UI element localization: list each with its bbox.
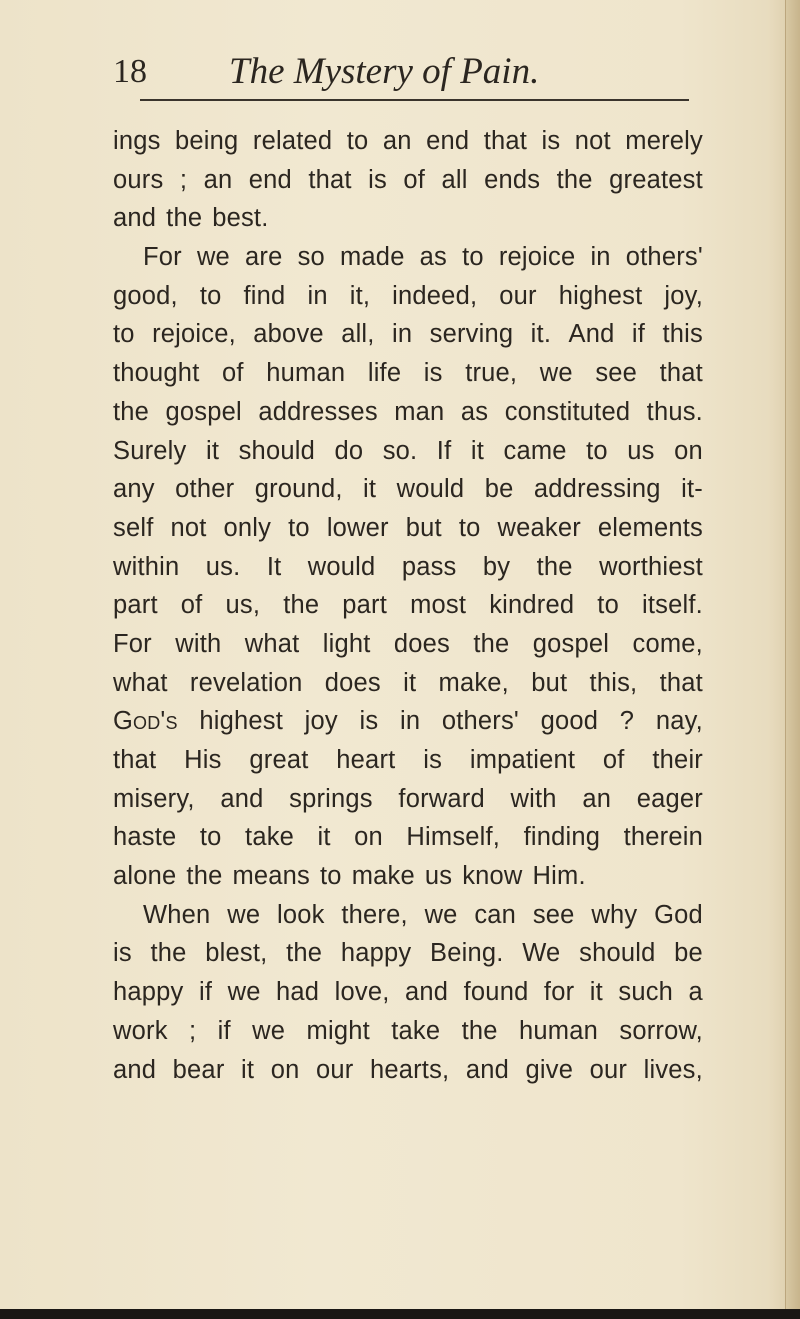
word: true, bbox=[465, 359, 518, 388]
word: it- bbox=[681, 475, 703, 504]
word: see bbox=[532, 900, 575, 929]
word: nay, bbox=[655, 707, 703, 736]
word: on bbox=[270, 1055, 300, 1084]
word: not bbox=[170, 513, 207, 542]
word: does bbox=[324, 668, 381, 697]
word: merely bbox=[625, 127, 703, 155]
word: our bbox=[315, 1055, 354, 1084]
text-line bbox=[113, 1051, 703, 1090]
page-bottom-edge bbox=[0, 1309, 800, 1319]
word: of bbox=[602, 746, 625, 774]
text-line bbox=[113, 896, 703, 935]
text-line bbox=[113, 199, 703, 238]
word: would bbox=[396, 475, 465, 504]
word: others' bbox=[441, 707, 519, 736]
word: take bbox=[391, 1016, 441, 1045]
word: why bbox=[591, 900, 638, 929]
word: means bbox=[232, 862, 311, 891]
word: It bbox=[266, 552, 282, 581]
word: the bbox=[113, 397, 150, 426]
word: ground, bbox=[254, 475, 343, 504]
word: so. bbox=[382, 436, 418, 465]
word: to bbox=[458, 513, 481, 542]
word: so bbox=[297, 243, 325, 272]
word: ings bbox=[113, 127, 161, 155]
word: and bbox=[220, 784, 264, 813]
word: by bbox=[482, 552, 511, 581]
word: God bbox=[654, 900, 703, 929]
word: others' bbox=[625, 243, 703, 272]
word: elements bbox=[597, 513, 703, 542]
word: haste bbox=[113, 823, 177, 852]
word: to bbox=[346, 127, 369, 155]
text-line bbox=[113, 277, 703, 316]
word: it bbox=[363, 475, 377, 504]
word: Him. bbox=[532, 862, 586, 891]
word: what bbox=[244, 629, 300, 658]
word: most bbox=[410, 591, 467, 620]
word: We bbox=[522, 939, 561, 968]
word: self bbox=[113, 513, 154, 542]
word: their bbox=[652, 746, 703, 774]
word: forward bbox=[398, 784, 485, 813]
text-line bbox=[113, 625, 703, 664]
text-line bbox=[113, 818, 703, 857]
word: not bbox=[574, 127, 611, 155]
word: should bbox=[238, 436, 315, 465]
word: make bbox=[351, 862, 415, 891]
word: there, bbox=[341, 900, 408, 929]
word: does bbox=[393, 629, 451, 658]
text-line bbox=[113, 122, 703, 161]
word: happy bbox=[340, 939, 412, 968]
word: the bbox=[150, 939, 187, 968]
word: in bbox=[399, 707, 421, 736]
word: only bbox=[223, 513, 272, 542]
word: lower bbox=[326, 513, 389, 542]
word: kindred bbox=[489, 591, 575, 620]
running-title: The Mystery of Pain. bbox=[229, 51, 540, 92]
word: the bbox=[536, 552, 573, 581]
word: thought bbox=[113, 359, 200, 388]
text-line bbox=[113, 548, 703, 587]
word: that bbox=[308, 165, 352, 194]
word: to bbox=[288, 513, 310, 542]
word: as bbox=[460, 397, 489, 426]
word: gospel bbox=[532, 629, 610, 658]
word: ; bbox=[179, 165, 188, 194]
word: Himself, bbox=[406, 823, 501, 852]
word: on bbox=[354, 823, 383, 852]
word: eager bbox=[636, 784, 703, 813]
word: be bbox=[484, 475, 514, 504]
page-header bbox=[113, 50, 713, 94]
word: if bbox=[217, 1016, 231, 1045]
word: this, bbox=[589, 668, 638, 697]
word: serving bbox=[429, 320, 514, 349]
word: our bbox=[589, 1055, 628, 1084]
text-line bbox=[113, 664, 703, 703]
word: that bbox=[113, 746, 157, 774]
word: take bbox=[245, 823, 295, 852]
word: ours bbox=[113, 165, 164, 194]
word: human bbox=[519, 1016, 599, 1045]
word: His bbox=[184, 746, 222, 774]
word: to bbox=[199, 823, 222, 852]
word: ends bbox=[484, 165, 541, 194]
word: When bbox=[143, 900, 211, 929]
text-line bbox=[113, 934, 703, 973]
word: life bbox=[367, 359, 402, 388]
word: come, bbox=[632, 629, 703, 658]
word: part bbox=[113, 591, 158, 620]
word: give bbox=[525, 1055, 574, 1084]
word: it bbox=[317, 823, 331, 852]
word: ; bbox=[189, 1016, 197, 1045]
word: know bbox=[462, 862, 523, 891]
word: to bbox=[320, 862, 342, 891]
word: happy bbox=[113, 978, 184, 1007]
word: for bbox=[543, 978, 575, 1007]
word: sorrow, bbox=[619, 1016, 703, 1045]
word: good, bbox=[113, 281, 178, 310]
text-line bbox=[113, 1012, 703, 1051]
word: is bbox=[423, 359, 443, 388]
word: pass bbox=[401, 552, 457, 581]
word: great bbox=[249, 746, 309, 774]
text-line bbox=[113, 393, 703, 432]
word: the bbox=[473, 629, 510, 658]
word: we bbox=[227, 978, 261, 1007]
word: love, bbox=[334, 978, 390, 1007]
word: our bbox=[499, 281, 537, 310]
word: if bbox=[631, 320, 646, 349]
word: Surely bbox=[113, 436, 187, 465]
word: best. bbox=[212, 204, 269, 233]
word: us bbox=[627, 436, 655, 465]
text-line bbox=[113, 741, 703, 780]
page-edge bbox=[785, 0, 800, 1319]
word: being bbox=[175, 127, 239, 155]
text-line bbox=[113, 354, 703, 393]
word: an bbox=[582, 784, 612, 813]
word: end bbox=[248, 165, 292, 194]
word: all bbox=[441, 165, 468, 194]
text-line bbox=[113, 161, 703, 200]
word: but bbox=[405, 513, 442, 542]
header-rule bbox=[140, 99, 689, 101]
word: if bbox=[198, 978, 213, 1007]
word: the bbox=[556, 165, 593, 194]
text-line bbox=[113, 509, 703, 548]
word: with bbox=[510, 784, 557, 813]
word: For bbox=[113, 629, 152, 658]
word: within bbox=[113, 552, 180, 581]
word: we bbox=[252, 1016, 286, 1045]
word: the bbox=[283, 591, 320, 620]
word: of bbox=[180, 591, 203, 620]
word: make, bbox=[438, 668, 509, 697]
word: springs bbox=[289, 784, 373, 813]
word: itself. bbox=[642, 591, 703, 620]
word: in bbox=[392, 320, 413, 349]
word: good bbox=[540, 707, 599, 736]
word: it bbox=[241, 1055, 255, 1084]
word: with bbox=[175, 629, 222, 658]
word: us. bbox=[205, 552, 241, 581]
word: blest, bbox=[205, 939, 268, 968]
word: we bbox=[539, 359, 573, 388]
word: it. bbox=[530, 320, 552, 349]
word: constituted bbox=[504, 397, 631, 426]
word: If bbox=[436, 436, 452, 465]
text-line bbox=[113, 586, 703, 625]
word: above bbox=[253, 320, 324, 349]
text-line bbox=[113, 432, 703, 471]
word: of bbox=[222, 359, 244, 388]
word: joy, bbox=[664, 281, 703, 310]
word: is bbox=[541, 127, 561, 155]
word: For bbox=[143, 243, 182, 272]
word: of bbox=[403, 165, 426, 194]
word: weaker bbox=[497, 513, 581, 542]
text-line bbox=[113, 702, 703, 741]
word: and bbox=[113, 204, 157, 233]
word: but bbox=[531, 668, 568, 697]
word: to bbox=[462, 243, 484, 272]
word: this bbox=[662, 320, 703, 349]
word: end bbox=[426, 127, 470, 155]
word: made bbox=[339, 243, 405, 272]
word: an bbox=[382, 127, 412, 155]
word: found bbox=[463, 978, 529, 1007]
text-line bbox=[113, 780, 703, 819]
word: to bbox=[199, 281, 222, 310]
word: to bbox=[597, 591, 619, 620]
word: such bbox=[618, 978, 674, 1007]
word: finding bbox=[523, 823, 601, 852]
word: us bbox=[424, 862, 453, 891]
text-line bbox=[113, 470, 703, 509]
word: to bbox=[113, 320, 135, 349]
text-line bbox=[113, 973, 703, 1012]
word: bear bbox=[172, 1055, 225, 1084]
word: that bbox=[659, 359, 703, 388]
word: work bbox=[113, 1016, 168, 1045]
word: alone bbox=[113, 862, 177, 891]
word: indeed, bbox=[392, 281, 478, 310]
word: that bbox=[483, 127, 528, 155]
word: gospel bbox=[165, 397, 242, 426]
word: in bbox=[307, 281, 328, 310]
word: came bbox=[503, 436, 567, 465]
word: an bbox=[203, 165, 233, 194]
word: man bbox=[394, 397, 445, 426]
word: are bbox=[245, 243, 283, 272]
word: any bbox=[113, 475, 155, 504]
word: rejoice, bbox=[152, 320, 236, 349]
word: us, bbox=[225, 591, 261, 620]
word: be bbox=[674, 939, 703, 968]
word: would bbox=[307, 552, 376, 581]
word: Being. bbox=[430, 939, 504, 968]
body-text bbox=[113, 122, 703, 1089]
word: we bbox=[196, 243, 230, 272]
word: human bbox=[266, 359, 346, 388]
word: it bbox=[589, 978, 603, 1007]
word: heart bbox=[336, 746, 396, 774]
word: lives, bbox=[643, 1055, 703, 1084]
page-number: 18 bbox=[113, 53, 147, 90]
word: what bbox=[113, 668, 168, 697]
word: revelation bbox=[189, 668, 303, 697]
word: should bbox=[579, 939, 656, 968]
word: is bbox=[359, 707, 379, 736]
word: addresses bbox=[258, 397, 378, 426]
word: and bbox=[113, 1055, 157, 1084]
word: light bbox=[322, 629, 371, 658]
word: addressing bbox=[533, 475, 661, 504]
word: look bbox=[276, 900, 325, 929]
word: worthiest bbox=[599, 552, 703, 581]
word: had bbox=[276, 978, 320, 1007]
word: a bbox=[688, 978, 703, 1007]
word: it bbox=[205, 436, 220, 465]
word: thus. bbox=[646, 397, 703, 426]
word: ? bbox=[619, 707, 635, 736]
word: hearts, bbox=[369, 1055, 450, 1084]
word: is bbox=[423, 746, 443, 774]
word: other bbox=[175, 475, 235, 504]
text-line bbox=[113, 857, 703, 896]
word: to bbox=[586, 436, 608, 465]
word: the bbox=[461, 1016, 498, 1045]
word: misery, bbox=[113, 784, 195, 813]
word: and bbox=[405, 978, 449, 1007]
word: that bbox=[659, 668, 703, 697]
word: highest bbox=[558, 281, 643, 310]
word: it bbox=[403, 668, 417, 697]
word: therein bbox=[623, 823, 703, 852]
text-line bbox=[113, 315, 703, 354]
word: we bbox=[424, 900, 458, 929]
word: is bbox=[113, 939, 132, 968]
word: is bbox=[368, 165, 387, 194]
word: and bbox=[465, 1055, 509, 1084]
word: the bbox=[166, 204, 203, 233]
word: related bbox=[252, 127, 333, 155]
word: we bbox=[227, 900, 261, 929]
word: greatest bbox=[609, 165, 703, 194]
word: see bbox=[595, 359, 638, 388]
word: on bbox=[674, 436, 703, 465]
word: joy bbox=[304, 707, 338, 736]
word: part bbox=[342, 591, 388, 620]
word: as bbox=[419, 243, 447, 272]
word: all, bbox=[341, 320, 375, 349]
word: it, bbox=[349, 281, 371, 310]
text-line bbox=[113, 238, 703, 277]
word: rejoice bbox=[498, 243, 576, 272]
word: in bbox=[590, 243, 611, 272]
word: impatient bbox=[469, 746, 576, 774]
word: the bbox=[286, 939, 323, 968]
word: the bbox=[186, 862, 223, 891]
word: find bbox=[243, 281, 286, 310]
word: God's bbox=[113, 707, 178, 736]
word: And bbox=[568, 320, 615, 349]
word: might bbox=[306, 1016, 370, 1045]
word: it bbox=[470, 436, 485, 465]
word: highest bbox=[199, 707, 283, 736]
word: do bbox=[334, 436, 364, 465]
word: can bbox=[474, 900, 517, 929]
